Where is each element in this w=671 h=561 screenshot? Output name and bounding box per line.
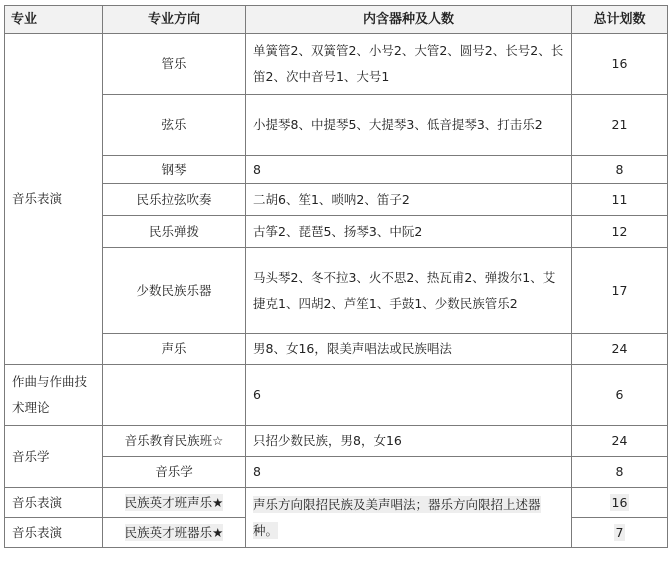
table-row bbox=[5, 334, 668, 365]
header-major: 专业 bbox=[5, 6, 103, 34]
total-cell: 8 bbox=[572, 156, 668, 184]
total-cell: 6 bbox=[572, 365, 668, 426]
major-performance-vocal: 音乐表演 bbox=[5, 488, 103, 518]
instruments-cell: 8 bbox=[246, 457, 572, 488]
table-row bbox=[5, 248, 668, 334]
table-row bbox=[5, 34, 668, 95]
instruments-cell: 8 bbox=[246, 156, 572, 184]
table-row bbox=[5, 95, 668, 156]
total-cell: 12 bbox=[572, 216, 668, 248]
table-row bbox=[5, 488, 668, 518]
direction-cell: 音乐学 bbox=[103, 457, 246, 488]
instruments-cell bbox=[246, 488, 572, 548]
major-musicology: 音乐学 bbox=[5, 426, 103, 488]
major-performance-instrumental: 音乐表演 bbox=[5, 518, 103, 548]
table-row bbox=[5, 426, 668, 457]
total-cell: 17 bbox=[572, 248, 668, 334]
major-composition: 作曲与作曲技术理论 bbox=[5, 365, 103, 426]
total-cell: 11 bbox=[572, 184, 668, 216]
direction-cell: 音乐教育民族班☆ bbox=[103, 426, 246, 457]
total-cell bbox=[572, 518, 668, 548]
direction-cell: 钢琴 bbox=[103, 156, 246, 184]
direction-cell: 弦乐 bbox=[103, 95, 246, 156]
direction-cell bbox=[103, 518, 246, 548]
total-cell: 21 bbox=[572, 95, 668, 156]
table-row bbox=[5, 216, 668, 248]
instruments-cell: 二胡6、笙1、唢呐2、笛子2 bbox=[246, 184, 572, 216]
instruments-cell: 男8、女16，限美声唱法或民族唱法 bbox=[246, 334, 572, 365]
direction-text: 民族英才班声乐★ bbox=[124, 494, 224, 510]
instruments-cell: 只招少数民族，男8，女16 bbox=[246, 426, 572, 457]
direction-text: 民族英才班器乐★ bbox=[124, 524, 224, 540]
direction-cell bbox=[103, 365, 246, 426]
total-cell bbox=[572, 488, 668, 518]
instruments-cell: 单簧管2、双簧管2、小号2、大管2、圆号2、长号2、长笛2、次中音号1、大号1 bbox=[246, 34, 572, 95]
table-row bbox=[5, 457, 668, 488]
table-header-row bbox=[5, 6, 668, 34]
direction-cell: 民乐弹拨 bbox=[103, 216, 246, 248]
direction-cell: 民乐拉弦吹奏 bbox=[103, 184, 246, 216]
direction-cell: 少数民族乐器 bbox=[103, 248, 246, 334]
header-total: 总计划数 bbox=[572, 6, 668, 34]
enrollment-plan-table bbox=[4, 5, 668, 548]
direction-cell bbox=[103, 488, 246, 518]
total-text: 16 bbox=[611, 494, 628, 510]
table-row bbox=[5, 156, 668, 184]
instruments-cell: 马头琴2、冬不拉3、火不思2、热瓦甫2、弹拨尔1、艾捷克1、四胡2、芦笙1、手鼓1、少数民族管乐2 bbox=[246, 248, 572, 334]
total-cell: 16 bbox=[572, 34, 668, 95]
total-cell: 24 bbox=[572, 334, 668, 365]
total-cell: 24 bbox=[572, 426, 668, 457]
major-performance: 音乐表演 bbox=[5, 34, 103, 365]
table-row bbox=[5, 365, 668, 426]
total-text: 7 bbox=[615, 524, 624, 540]
instruments-cell: 古筝2、琵琶5、扬琴3、中阮2 bbox=[246, 216, 572, 248]
instruments-text: 声乐方向限招民族及美声唱法；器乐方向限招上述器种。 bbox=[253, 496, 541, 538]
direction-cell: 声乐 bbox=[103, 334, 246, 365]
total-cell: 8 bbox=[572, 457, 668, 488]
header-direction: 专业方向 bbox=[103, 6, 246, 34]
instruments-cell: 小提琴8、中提琴5、大提琴3、低音提琴3、打击乐2 bbox=[246, 95, 572, 156]
header-instruments: 内含器种及人数 bbox=[246, 6, 572, 34]
table-row bbox=[5, 184, 668, 216]
direction-cell: 管乐 bbox=[103, 34, 246, 95]
instruments-cell: 6 bbox=[246, 365, 572, 426]
